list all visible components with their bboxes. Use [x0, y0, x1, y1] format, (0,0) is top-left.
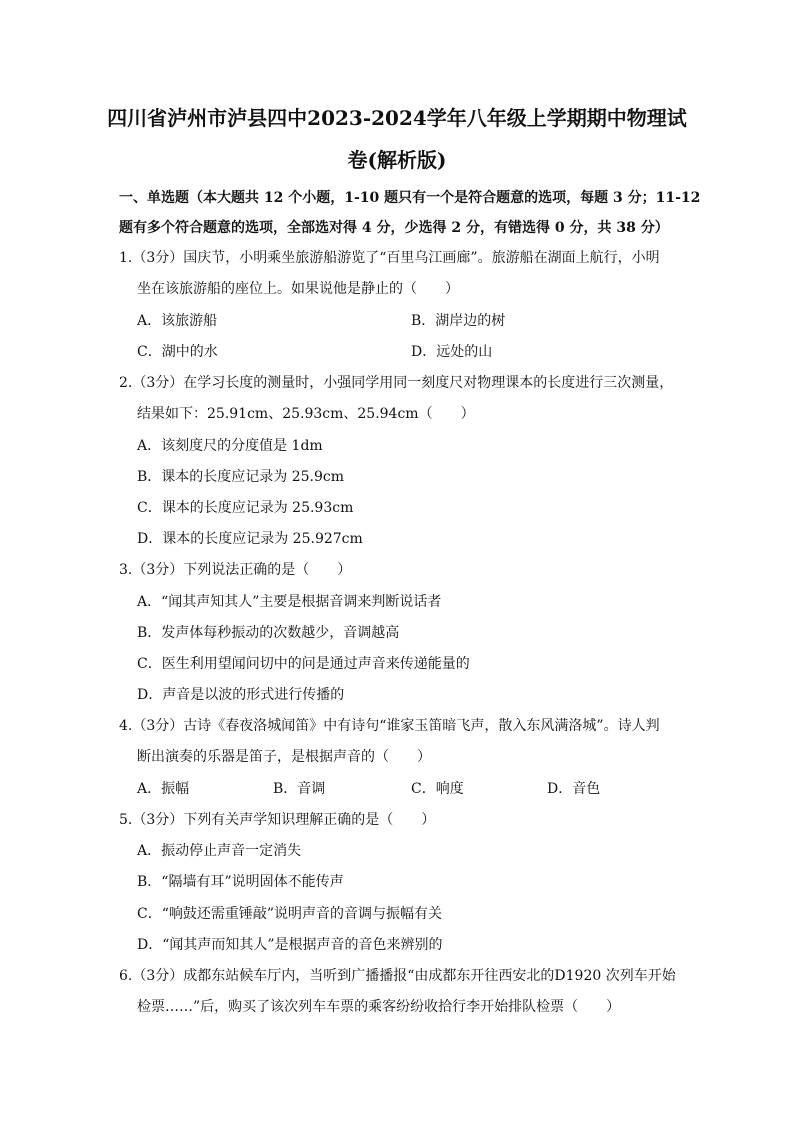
- question-1-text-line-1: 1.（3分）国庆节，小明乘坐旅游船游览了“百里乌江画廊”。旅游船在湖面上航行，小明: [119, 250, 660, 266]
- question-1-text-line-2: 坐在该旅游船的座位上。如果说他是静止的（ ）: [137, 281, 459, 297]
- question-2-option-b: B．课本的长度应记录为 25.9cm: [137, 469, 345, 485]
- question-4-option-b: B．音调: [273, 781, 326, 797]
- question-1-option-b: B．湖岸边的树: [411, 313, 506, 329]
- question-1-option-a: A．该旅游船: [137, 313, 218, 329]
- question-3-text-line-1: 3.（3分）下列说法正确的是（ ）: [119, 562, 352, 578]
- section-header-line-2: 题有多个符合题意的选项，全部选对得 4 分，少选得 2 分，有错选得 0 分，共 38 分）: [119, 220, 669, 236]
- question-2-text-line-1: 2.（3分）在学习长度的测量时，小强同学用同一刻度尺对物理课本的长度进行三次测量，: [119, 375, 674, 391]
- question-6-text-line-2: 检票……”后，购买了该次列车车票的乘客纷纷收拾行李开始排队检票（ ）: [137, 999, 621, 1015]
- question-5-option-c: C．“响鼓还需重锤敲”说明声音的音调与振幅有关: [137, 906, 443, 922]
- question-2-option-a: A．该刻度尺的分度值是 1dm: [137, 438, 323, 454]
- document-title-line-2: 卷(解析版): [347, 148, 447, 172]
- question-4-option-a: A．振幅: [137, 781, 190, 797]
- question-2-text-line-2: 结果如下：25.91cm、25.93cm、25.94cm（ ）: [137, 406, 475, 422]
- question-1-option-d: D．远处的山: [411, 344, 493, 360]
- question-6-text-line-1: 6.（3分）成都东站候车厅内，当听到广播播报“由成都东开往西安北的D1920 次列车开始: [119, 968, 676, 984]
- question-4-text-line-2: 断出演奏的乐器是笛子，是根据声音的（ ）: [137, 749, 431, 765]
- question-4-option-c: C．响度: [411, 781, 464, 797]
- document-title-line-1: 四川省泸州市泸县四中2023-2024学年八年级上学期期中物理试: [107, 106, 687, 130]
- question-3-option-b: B．发声体每秒振动的次数越少，音调越高: [137, 625, 400, 641]
- question-2-option-d: D．课本的长度应记录为 25.927cm: [137, 531, 363, 547]
- question-4-text-line-1: 4.（3分）古诗《春夜洛城闻笛》中有诗句“谁家玉笛暗飞声，散入东风满洛城”。诗人判: [119, 718, 660, 734]
- question-5-option-d: D．“闻其声而知其人”是根据声音的音色来辨别的: [137, 937, 443, 953]
- question-4-option-d: D．音色: [547, 781, 601, 797]
- section-header-line-1: 一、单选题（本大题共 12 个小题，1-10 题只有一个是符合题意的选项，每题 3 分；11-12: [119, 190, 701, 206]
- question-3-option-c: C．医生利用望闻问切中的问是通过声音来传递能量的: [137, 656, 470, 672]
- question-5-text-line-1: 5.（3分）下列有关声学知识理解正确的是（ ）: [119, 812, 436, 828]
- question-5-option-a: A．振动停止声音一定消失: [137, 843, 302, 859]
- question-1-option-c: C．湖中的水: [137, 344, 218, 360]
- question-3-option-a: A．“闻其声知其人”主要是根据音调来判断说话者: [137, 594, 442, 610]
- question-3-option-d: D．声音是以波的形式进行传播的: [137, 687, 345, 703]
- question-5-option-b: B．“隔墙有耳”说明固体不能传声: [137, 874, 344, 890]
- question-2-option-c: C．课本的长度应记录为 25.93cm: [137, 500, 354, 516]
